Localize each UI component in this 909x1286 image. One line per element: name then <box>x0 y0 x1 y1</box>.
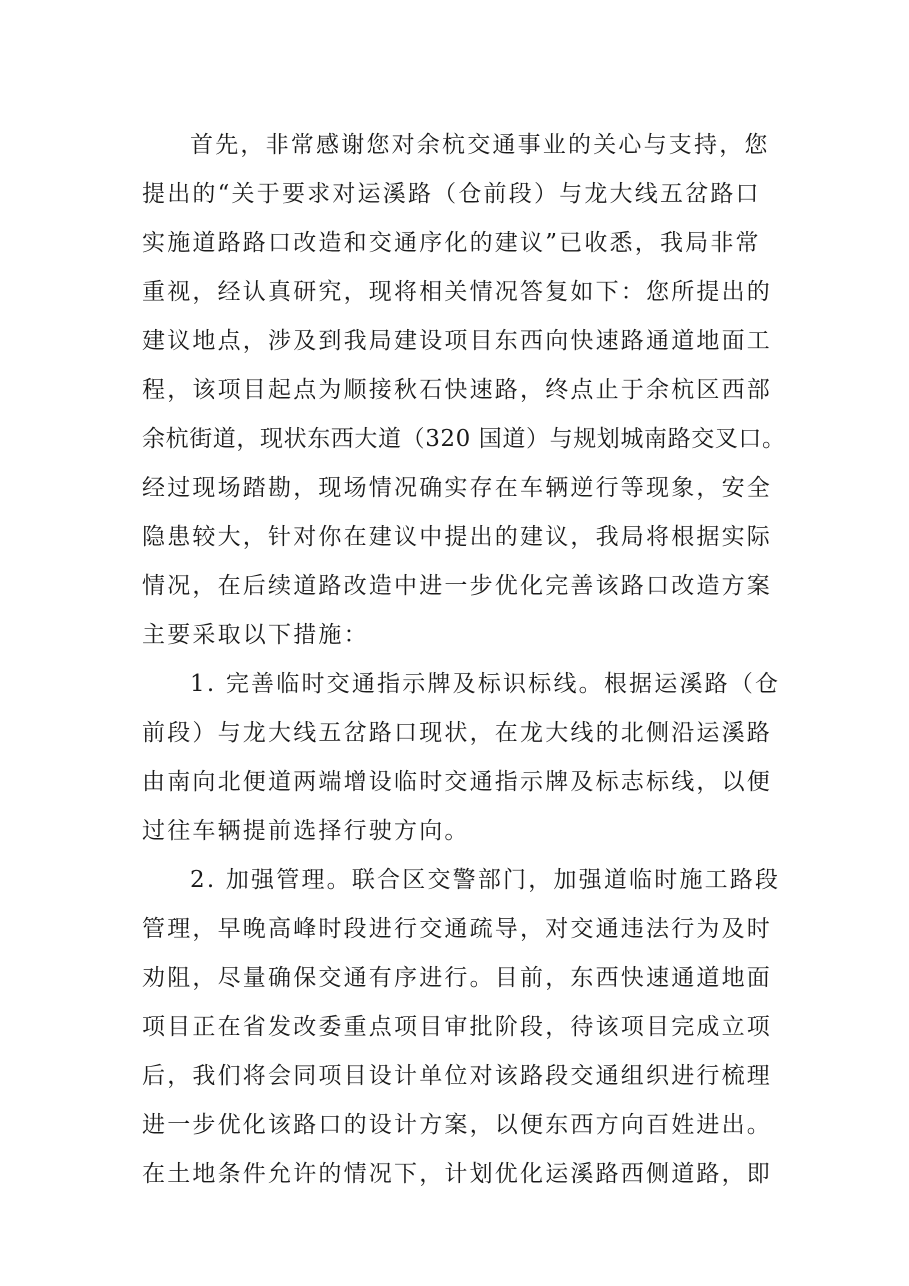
paragraph-line: 项目正在省发改委重点项目审批阶段，待该项目完成立项 <box>142 1014 772 1040</box>
paragraph-line: 过往车辆提前选择行驶方向。 <box>142 818 470 844</box>
paragraph-line: 前段）与龙大线五岔路口现状，在龙大线的北侧沿运溪路 <box>142 720 772 746</box>
paragraph-line: 情况，在后续道路改造中进一步优化完善该路口改造方案 <box>142 573 772 599</box>
paragraph-line: 建议地点，涉及到我局建设项目东西向快速路通道地面工 <box>142 328 772 354</box>
paragraph-line: 余杭街道，现状东西大道（320 国道）与规划城南路交叉口。 <box>142 426 786 452</box>
paragraph-line: 提出的“关于要求对运溪路（仓前段）与龙大线五岔路口 <box>142 181 761 207</box>
paragraph-line: 后，我们将会同项目设计单位对该路段交通组织进行梳理 <box>142 1063 772 1089</box>
paragraph-line: 在土地条件允许的情况下，计划优化运溪路西侧道路，即 <box>142 1161 772 1187</box>
paragraph-line: 重视，经认真研究，现将相关情况答复如下：您所提出的 <box>142 279 772 305</box>
paragraph-line: 程，该项目起点为顺接秋石快速路，终点止于余杭区西部 <box>142 377 772 403</box>
paragraph-line: 主要采取以下措施： <box>142 622 369 648</box>
paragraph-line: 经过现场踏勘，现场情况确实存在车辆逆行等现象，安全 <box>142 475 772 501</box>
paragraph-line: 实施道路路口改造和交通序化的建议”已收悉，我局非常 <box>142 230 761 256</box>
paragraph-line: 隐患较大，针对你在建议中提出的建议，我局将根据实际 <box>142 524 772 550</box>
list-item-2-line: 2. 加强管理。联合区交警部门，加强道临时施工路段 <box>190 867 781 893</box>
paragraph-line: 由南向北便道两端增设临时交通指示牌及标志标线，以便 <box>142 769 772 795</box>
paragraph-line: 进一步优化该路口的设计方案，以便东西方向百姓进出。 <box>142 1112 772 1138</box>
paragraph-line: 管理，早晚高峰时段进行交通疏导，对交通违法行为及时 <box>142 916 772 942</box>
paragraph-line: 首先，非常感谢您对余杭交通事业的关心与支持，您 <box>190 132 770 158</box>
list-item-1-line: 1. 完善临时交通指示牌及标识标线。根据运溪路（仓 <box>190 671 781 697</box>
paragraph-line: 劝阻，尽量确保交通有序进行。目前，东西快速通道地面 <box>142 965 772 991</box>
